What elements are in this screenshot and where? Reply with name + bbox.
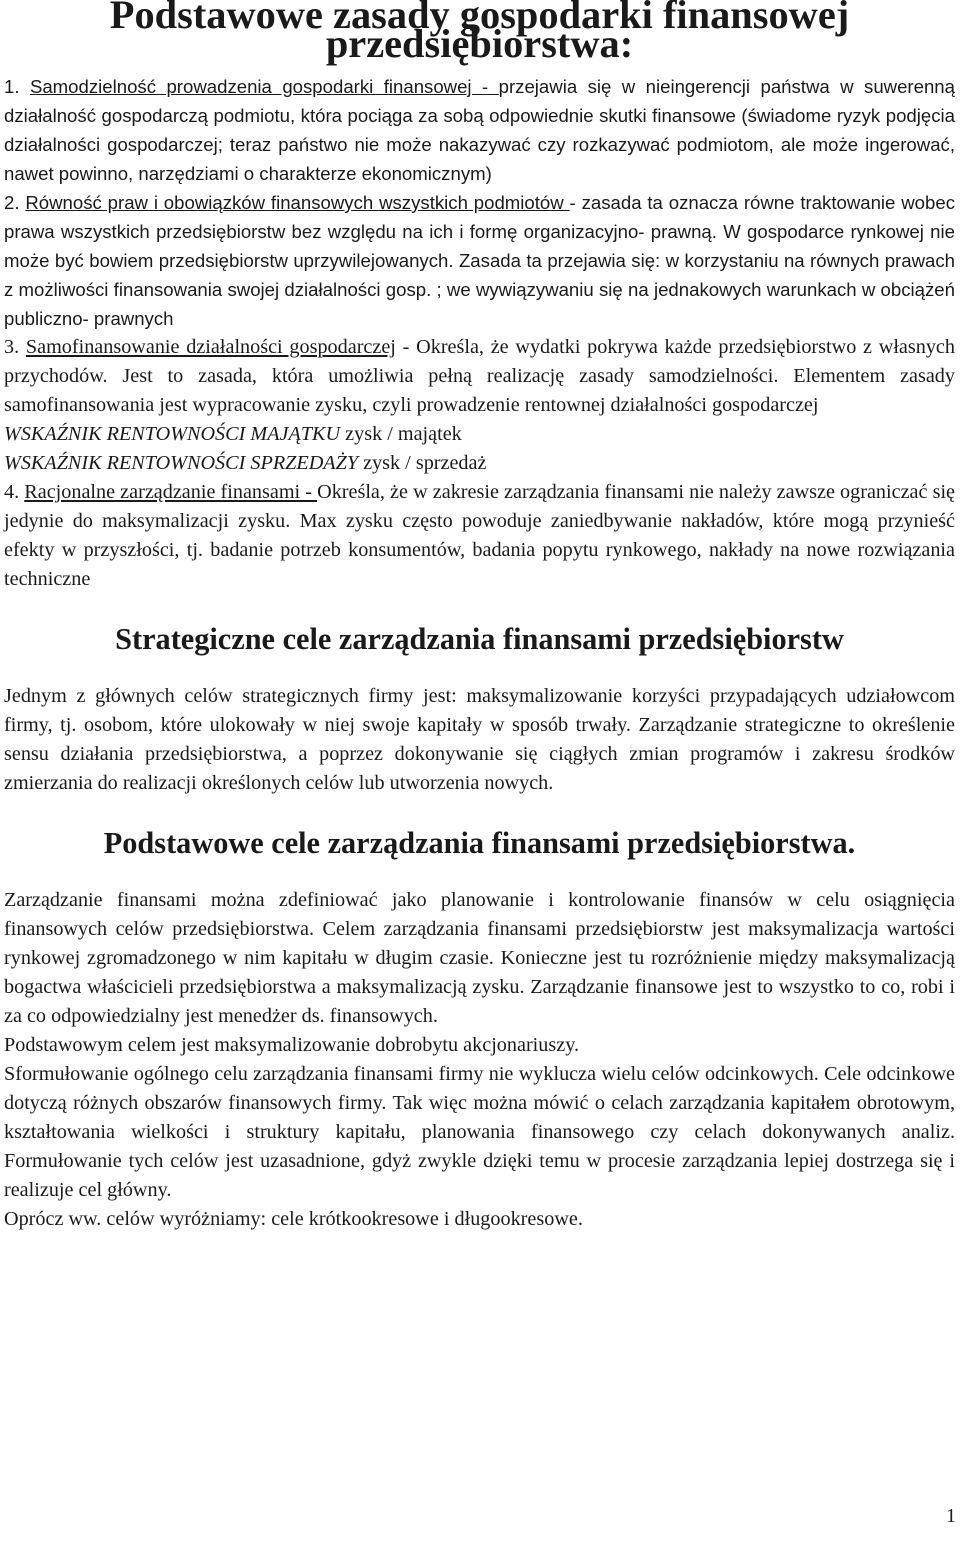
document-page [4, 0, 955, 1234]
section-strategic-goals-title: Strategiczne cele zarządzania finansami przedsiębiorstw [115, 622, 844, 656]
asset-profitability-formula: zysk / majątek [340, 423, 462, 445]
principle-3-number: 3. [4, 336, 26, 358]
principle-2-text: - zasada ta oznacza równe traktowanie wobec prawa wszystkich przedsiębiorstw bez względu na ich i formę organizacyjno- prawną. W gospodarce rynkowej nie może być bowiem przedsiębiorstw uprzywilejowanych. Zasada ta przejawia się: w korzystaniu na równych prawach z możliwości finansowania swojej działalności gosp. ; we wywiązywaniu się na jednakowych warunkach w obciążeń publiczno- prawnych [4, 192, 955, 329]
principle-1 [4, 72, 955, 188]
asset-profitability-indicator [4, 420, 955, 449]
principle-1-heading: Samodzielność prowadzenia gospodarki finansowej - [29, 76, 499, 97]
principle-2-heading: Równość praw i obowiązków finansowych wszystkich podmiotów [25, 192, 570, 213]
basic-goals-paragraph-4: Oprócz ww. celów wyróżniamy: cele krótkookresowe i długookresowe. [4, 1208, 583, 1230]
section-strategic-goals-text: Jednym z głównych celów strategicznych firmy jest: maksymalizowanie korzyści przypadających udziałowcom firmy, tj. osobom, które ulokowały w niej swoje kapitały w sposób trwały. Zarządzanie strategiczne to określenie sensu działania przedsiębiorstwa, a poprzez dokonywanie się ciągłych zmian programów i zakresu środków zmierzania do realizacji określonych celów lub utworzenia nowych. [4, 685, 955, 794]
principle-4-heading: Racjonalne zarządzanie finansami - [24, 481, 318, 503]
principle-3-heading: Samofinansowanie działalności gospodarczej [25, 336, 396, 358]
principle-2 [4, 188, 955, 333]
sales-profitability-indicator [4, 449, 955, 478]
principle-1-text: przejawia się w nieingerencji państwa w suwerenną działalność gospodarczą podmiotu, która pociąga za sobą odpowiednie skutki finansowe (świadome ryzyk podjęcia działalności gospodarczej; teraz państwo nie może nakazywać czy rozkazywać podmiotom, ale może ingerować, nawet powinno, narzędziami o charakterze ekonomicznym) [4, 76, 955, 184]
sales-profitability-formula: zysk / sprzedaż [358, 452, 487, 474]
basic-goals-paragraph-2: Podstawowym celem jest maksymalizowanie dobrobytu akcjonariuszy. [4, 1034, 580, 1056]
principle-2-number: 2. [4, 192, 26, 213]
principle-4 [4, 478, 955, 594]
asset-profitability-label: WSKAŹNIK RENTOWNOŚCI MAJĄTKU [4, 423, 341, 445]
document-title: Podstawowe zasady gospodarki finansowej przedsiębiorstwa: [109, 0, 850, 66]
basic-goals-paragraph-3: Sformułowanie ogólnego celu zarządzania finansami firmy nie wyklucza wielu celów odcinkowych. Cele odcinkowe dotyczą różnych obszarów finansowych firmy. Tak więc można mówić o celach zarządzania kapitałem obrotowym, kształtowania wielkości i struktury kapitału, planowania finansowego czy celach dokonywanych analiz. Formułowanie tych celów jest uzasadnione, gdyż zwykle dzięki temu w procesie zarządzania lepiej dostrzega się i realizuje cel główny. [4, 1063, 955, 1201]
sales-profitability-label: WSKAŹNIK RENTOWNOŚCI SPRZEDAŻY [4, 452, 359, 474]
basic-goals-paragraph-1: Zarządzanie finansami można zdefiniować jako planowanie i kontrolowanie finansów w celu osiągnięcia finansowych celów przedsiębiorstwa. Celem zarządzania finansami przedsiębiorstw jest maksymalizacja wartości rynkowej zgromadzonego w nim kapitału w długim czasie. Konieczne jest tu rozróżnienie między maksymalizacją bogactwa właścicieli przedsiębiorstwa a maksymalizacją zysku. Zarządzanie finansowe jest to wszystko to co, robi i za co odpowiedzialny jest menedżer ds. finansowych. [4, 889, 955, 1027]
principle-3 [4, 333, 955, 420]
principle-4-number: 4. [4, 481, 25, 503]
principle-4-text: Określa, że w zakresie zarządzania finansami nie należy zawsze ograniczać się jedynie do maksymalizacji zysku. Max zysku często powoduje zaniedbywanie nakładów, które mogą przynieść efekty w przyszłości, tj. badanie potrzeb konsumentów, badania popytu rynkowego, nakłady na nowe rozwiązania techniczne [4, 481, 956, 590]
principle-3-text: - Określa, że wydatki pokrywa każde przedsiębiorstwo z własnych przychodów. Jest to zasada, która umożliwia pełną realizację zasady samodzielności. Elementem zasady samofinansowania jest wypracowanie zysku, czyli prowadzenie rentownej działalności gospodarczej [4, 336, 955, 416]
principle-1-number: 1. [4, 76, 30, 97]
page-number: 1 [946, 1505, 956, 1527]
section-basic-goals-title: Podstawowe cele zarządzania finansami przedsiębiorstwa. [103, 826, 856, 860]
